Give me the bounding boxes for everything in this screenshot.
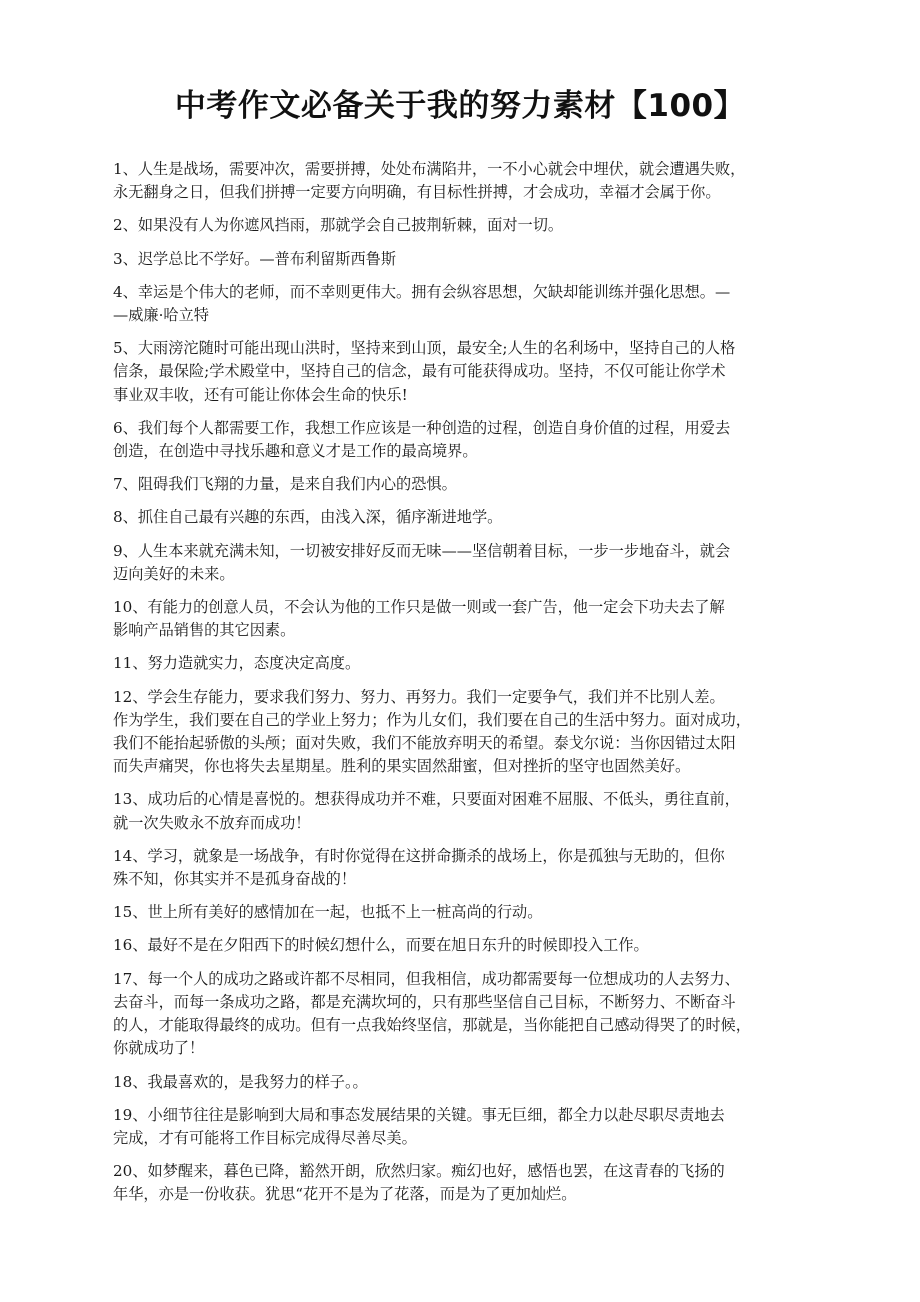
paragraph-line: —威廉·哈立特 [113,306,209,325]
paragraph-line: 16、最好不是在夕阳西下的时候幻想什么，而要在旭日东升的时候即投入工作。 [113,936,649,955]
paragraph-line: 12、学会生存能力，要求我们努力、努力、再努力。我们一定要争气，我们并不比别人差。 [113,687,725,706]
paragraph-line: 20、如梦醒来，暮色已降，豁然开朗，欣然归家。痴幻也好，感悟也罢，在这青春的飞扬的 [113,1162,725,1181]
document-title: 中考作文必备关于我的努力素材【100】 [174,88,746,124]
paragraph-line: 7、阻碍我们飞翔的力量，是来自我们内心的恐惧。 [113,475,457,494]
paragraph-line: 1、人生是战场，需要冲次，需要拼搏，处处布满陷井，一不小心就会中埋伏，就会遭遇失败， [113,160,746,178]
paragraph-item [113,281,813,327]
paragraph-line: 永无翻身之日，但我们拼搏一定要方向明确，有目标性拼搏，才会成功，幸福才会属于你。 [113,183,721,202]
paragraph-item [113,158,813,204]
paragraph-item [113,473,813,496]
paragraph-item [113,968,813,1061]
paragraph-line: 10、有能力的创意人员，不会认为他的工作只是做一则或一套广告，他一定会下功夫去了解 [113,598,725,617]
paragraph-line: 作为学生，我们要在自己的学业上努力；作为儿女们，我们要在自己的生活中努力。面对成功， [113,710,751,729]
paragraph-line: 就一次失败永不放弃而成功！ [113,813,311,832]
paragraph-line: 而失声痛哭，你也将失去星期星。胜利的果实固然甜蜜，但对挫折的坚守也固然美好。 [113,757,691,776]
paragraph-line: 的人，才能取得最终的成功。但有一点我始终坚信，那就是，当你能把自己感动得哭了的时候， [113,1016,751,1035]
paragraph-item [113,1071,813,1094]
paragraph-item [113,845,813,891]
paragraph-line: 2、如果没有人为你遮风挡雨，那就学会自己披荆斩棘，面对一切。 [113,216,564,235]
paragraph-line: 13、成功后的心情是喜悦的。想获得成功并不难，只要面对困难不屈服、不低头，勇往直前， [113,790,740,809]
paragraph-item [113,686,813,779]
paragraph-item [113,652,813,675]
paragraph-line: 事业双丰收，还有可能让你体会生命的快乐! [113,385,408,404]
paragraph-item [113,417,813,463]
paragraph-line: 完成，才有可能将工作目标完成得尽善尽美。 [113,1128,417,1147]
paragraph-item [113,1160,813,1206]
paragraph-line: 创造，在创造中寻找乐趣和意义才是工作的最高境界。 [113,442,478,461]
paragraph-item [113,540,813,586]
paragraph-line: 5、大雨滂沱随时可能出现山洪时，坚持来到山顶，最安全;人生的名利场中，坚持自己的人格 [113,339,736,358]
paragraph-item [113,506,813,529]
paragraph-item [113,901,813,924]
paragraph-line: 17、每一个人的成功之路或许都不尽相同，但我相信，成功都需要每一位想成功的人去努力、 [113,969,740,988]
paragraph-line: 迈向美好的未来。 [113,564,235,583]
paragraph-item [113,337,813,407]
paragraph-line: 19、小细节往往是影响到大局和事态发展结果的关键。事无巨细，都全力以赴尽职尽责地去 [113,1105,725,1124]
paragraph-item [113,1104,813,1150]
paragraph-line: 9、人生本来就充满未知，一切被安排好反而无味——坚信朝着目标，一步一步地奋斗，就会 [113,541,731,560]
paragraph-item [113,248,813,271]
paragraph-line: 14、学习，就象是一场战争，有时你觉得在这拼命撕杀的战场上，你是孤独与无助的，但你 [113,846,725,865]
paragraph-item [113,214,813,237]
paragraph-line: 18、我最喜欢的，是我努力的样子。。 [113,1072,368,1091]
paragraph-line: 我们不能抬起骄傲的头颅；面对失败，我们不能放弃明天的希望。泰戈尔说：当你因错过太阳 [113,734,736,753]
paragraph-line: 6、我们每个人都需要工作，我想工作应该是一种创造的过程，创造自身价值的过程，用爱去 [113,418,731,437]
paragraph-line: 3、迟学总比不学好。—普布利留斯西鲁斯 [113,249,397,268]
paragraph-line: 4、幸运是个伟大的老师，而不幸则更伟大。拥有会纵容思想，欠缺却能训练并强化思想。— [113,282,731,301]
paragraph-line: 影响产品销售的其它因素。 [113,621,296,640]
paragraph-line: 去奋斗，而每一条成功之路，都是充满坎坷的，只有那些坚信自己目标，不断努力、不断奋斗 [113,992,736,1011]
paragraph-item [113,788,813,834]
paragraph-line: 8、抓住自己最有兴趣的东西，由浅入深，循序渐进地学。 [113,508,503,527]
paragraph-line: 年华，亦是一份收获。犹思“花开不是为了花落，而是为了更加灿烂。 [113,1185,577,1204]
paragraph-line: 殊不知，你其实并不是孤身奋战的！ [113,870,356,889]
paragraph-item [113,934,813,957]
paragraph-line: 你就成功了！ [113,1039,205,1058]
document-body [113,158,813,1217]
paragraph-line: 15、世上所有美好的感情加在一起，也抵不上一桩高尚的行动。 [113,903,543,922]
paragraph-item [113,596,813,642]
paragraph-line: 11、努力造就实力，态度决定高度。 [113,654,361,673]
paragraph-line: 信条，最保险;学术殿堂中，坚持自己的信念，最有可能获得成功。坚持，不仅可能让你学术 [113,362,726,381]
